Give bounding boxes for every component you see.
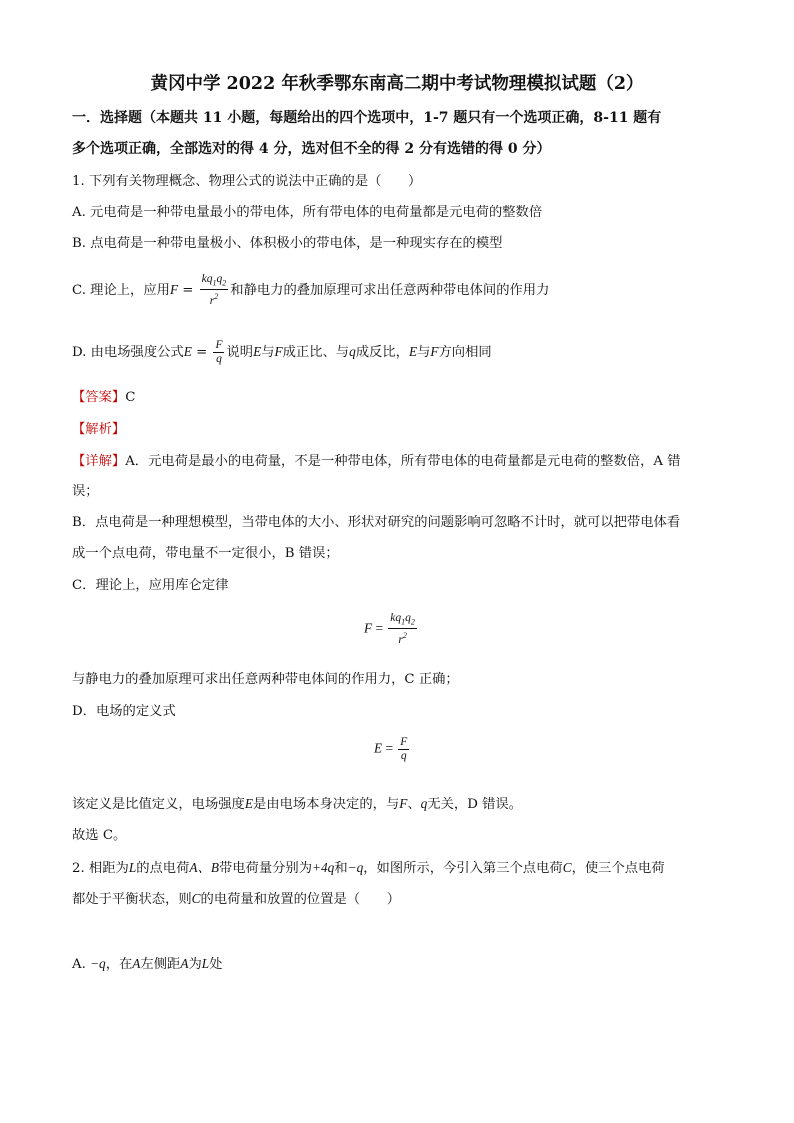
superscript-2: 2 [214, 292, 219, 302]
coulomb-numerator [388, 612, 417, 629]
symbol-q2: q [405, 612, 411, 624]
text-fragment: 和 [334, 861, 348, 876]
text-fragment: 的电荷量和放置的位置是（ ） [200, 892, 400, 907]
detail-a-line-2: 误； [72, 484, 99, 499]
detail-b-line-2: 成一个点电荷，带电量不一定很小，B 错误； [72, 546, 339, 561]
q2-stem-line-1 [72, 858, 665, 879]
answer-line [72, 388, 135, 408]
symbol-k: k [390, 612, 396, 624]
text-fragment: 与 [261, 345, 275, 360]
q2-option-a [72, 954, 222, 975]
symbol-q1: q [395, 612, 402, 624]
text-fragment: 无关，D 错误。 [427, 797, 522, 812]
field-numerator: F [400, 736, 408, 748]
q1-option-c-suffix: 和静电力的叠加原理可求出任意两种带电体间的作用力 [230, 283, 550, 298]
symbol-C: C [191, 891, 201, 906]
subscript-1: 1 [401, 617, 406, 627]
field-fraction [213, 339, 224, 366]
symbol-r: r [209, 295, 215, 308]
symbol-A: A [132, 956, 141, 971]
text-fragment: 2. 相距为 [72, 861, 129, 876]
detail-d-line-2 [72, 794, 522, 815]
text-fragment: 方向相同 [438, 345, 492, 360]
text-fragment: 、 [407, 797, 421, 812]
detail-d-line-1: D．电场的定义式 [72, 704, 176, 719]
q1-conclusion: 故选 C。 [72, 828, 127, 843]
q1-option-c [72, 270, 549, 311]
symbol-q: q [420, 796, 428, 811]
symbol-neg-q: −q [90, 956, 106, 971]
text-fragment: 说明 [226, 345, 254, 360]
subscript-2: 2 [222, 278, 227, 288]
field-fraction-display [398, 736, 409, 763]
formula-equals: = [178, 283, 198, 298]
q1-stem: 1. 下列有关物理概念、物理公式的说法中正确的是（ ） [72, 174, 422, 189]
answer-value: C [125, 390, 136, 405]
symbol-k: k [201, 272, 207, 285]
symbol-AB: A、B [189, 860, 219, 875]
detail-a-line-1 [72, 452, 681, 472]
q2-stem-line-2 [72, 889, 400, 910]
analysis-tag: 【解析】 [72, 422, 126, 437]
text-fragment: 成反比， [355, 345, 409, 360]
q1-option-a: A. 元电荷是一种带电量最小的带电体，所有带电体的电荷量都是元电荷的整数倍 [72, 205, 543, 220]
symbol-F: F [364, 620, 373, 636]
text-fragment: A. [72, 957, 86, 972]
detail-b-line-1: B．点电荷是一种理想模型，当带电体的大小、形状对研究的问题影响可忽略不计时，就可以把带电体看 [72, 515, 681, 530]
symbol-q: q [349, 344, 356, 359]
coulomb-numerator [200, 273, 229, 290]
detail-tag: 【详解】 [72, 454, 126, 469]
text-fragment: 为 [188, 957, 202, 972]
text-fragment: 是由电场本身决定的，与 [252, 797, 400, 812]
coulomb-fraction-display [388, 612, 417, 647]
symbol-E: E [408, 344, 418, 359]
symbol-E: E [374, 740, 383, 756]
page-title: 黄冈中学 2022 年秋季鄂东南高二期中考试物理模拟试题（2） [150, 74, 644, 94]
symbol-E: E [244, 796, 253, 811]
text-fragment: 左侧距 [140, 957, 181, 972]
symbol-F: F [430, 344, 439, 359]
superscript-2: 2 [402, 631, 407, 641]
symbol-E: E [253, 344, 262, 359]
q1-option-d [72, 332, 492, 373]
symbol-C: C [562, 860, 572, 875]
symbol-E: E [183, 344, 192, 359]
text-fragment: 的点电荷 [136, 861, 190, 876]
field-denominator: q [400, 750, 407, 762]
text-fragment: ，如图所示，今引入第三个点电荷 [363, 861, 563, 876]
text-fragment: 该定义是比值定义，电场强度 [72, 797, 245, 812]
text-fragment: 都处于平衡状态，则 [72, 892, 192, 907]
section-heading-line-1: 一．选择题（本题共 11 小题，每题给出的四个选项中，1-7 题只有一个选项正确，8-11 题有 [72, 110, 662, 126]
detail-a-text: A．元电荷是最小的电荷量，不是一种带电体，所有带电体的电荷量都是元电荷的整数倍，A 错 [125, 454, 681, 469]
formula-F: F [169, 282, 179, 297]
detail-c-line-1: C．理论上，应用库仑定律 [72, 578, 229, 593]
symbol-F: F [399, 796, 408, 811]
answer-tag: 【答案】 [72, 390, 126, 405]
field-denominator: q [216, 353, 222, 365]
symbol-L: L [128, 860, 137, 875]
formula-equals: = [372, 620, 387, 636]
text-fragment: 与 [417, 345, 431, 360]
text-fragment: ，在 [105, 957, 133, 972]
coulomb-denominator [200, 290, 229, 308]
symbol-A: A [180, 956, 189, 971]
q1-option-c-prefix: C. 理论上，应用 [72, 283, 170, 298]
field-numerator: F [215, 339, 223, 351]
text-fragment: 带电荷量分别为 [218, 861, 313, 876]
detail-c-line-2: 与静电力的叠加原理可求出任意两种带电体间的作用力，C 正确； [72, 672, 459, 687]
symbol-L: L [201, 956, 210, 971]
text-fragment: 处 [209, 957, 223, 972]
coulomb-fraction [200, 273, 229, 308]
field-equation-display [374, 736, 411, 763]
section-heading-line-2: 多个选项正确，全部选对的得 4 分，选对但不全的得 2 分有选错的得 0 分） [72, 141, 551, 157]
symbol-r: r [398, 634, 403, 647]
coulomb-equation-display [364, 612, 419, 647]
q1-option-b: B. 点电荷是一种带电量极小、体积极小的带电体，是一种现实存在的模型 [72, 236, 503, 251]
coulomb-denominator [388, 629, 417, 647]
symbol-q1: q [206, 272, 213, 285]
symbol-plus-4q: +4q [312, 860, 335, 875]
q1-option-d-prefix: D. 由电场强度公式 [72, 345, 184, 360]
symbol-minus-q: −q [347, 860, 364, 875]
symbol-q2: q [216, 272, 223, 285]
symbol-F: F [274, 344, 283, 359]
formula-equals: = [191, 345, 212, 360]
formula-equals: = [382, 740, 397, 756]
subscript-2: 2 [410, 617, 415, 627]
text-fragment: ，使三个点电荷 [571, 861, 665, 876]
text-fragment: 成正比、与 [282, 345, 350, 360]
subscript-1: 1 [212, 278, 217, 288]
